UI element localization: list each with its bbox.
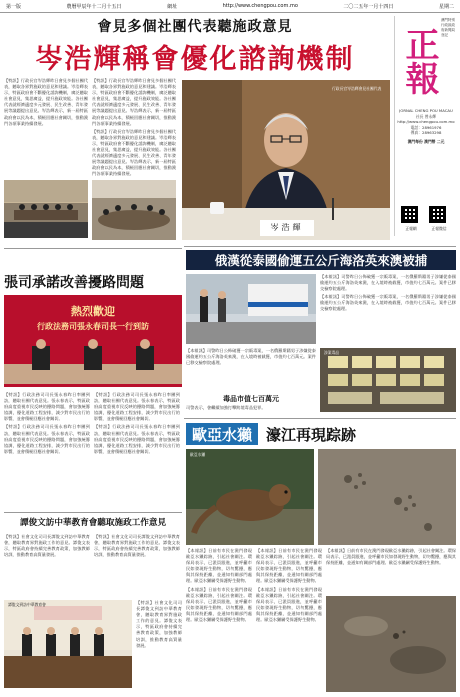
zhang-body-2	[94, 392, 180, 507]
meeting-illustration	[92, 180, 176, 240]
lunar-date: 農曆甲辰年十二月十五日	[66, 3, 122, 10]
education-body-3	[136, 600, 182, 688]
education-body	[4, 534, 90, 598]
smuggle-body	[320, 274, 456, 344]
smuggle-paragraph: 【本報訊】司警昨日公佈破獲一宗販毒案，一名俄羅斯籍男子涉嫌從泰國偷運約五公斤海洛英來澳，在入境時被截獲，市值約七百萬元。案件已移交檢察院處理。	[320, 274, 456, 292]
smuggle-paragraph: 【本報訊】司警昨日公佈破獲一宗販毒案，一名俄羅斯籍男子涉嫌從泰國偷運約五公斤海洛英來澳，在入境時被截獲，市值約七百萬元。案件已移交檢察院處理。	[320, 294, 456, 312]
site-label: 網址	[167, 3, 178, 10]
smuggle-body-2	[186, 348, 316, 390]
otter-photo-caption: 歐亞水獺	[190, 452, 206, 457]
otter-photo	[186, 449, 314, 545]
otter-body-3	[326, 548, 456, 592]
zhang-headline[interactable]: 張司承諾改善擾路問題	[4, 275, 144, 290]
masthead-info-line: http://www.chengpou.com.mo	[397, 119, 455, 124]
masthead	[394, 16, 456, 236]
officials-illustration	[4, 338, 182, 384]
otter-headline-red: 歐亞水獺	[186, 423, 258, 445]
masthead-info-line: 社長 曾永輝	[415, 113, 437, 119]
top-bar	[0, 0, 460, 13]
page-number: 第一版	[6, 3, 22, 10]
otter-paragraph: 【本報訊】日前有市民在澳門發現歐亞水獺踪跡，引起社會關注。環保局表示，已派員跟進，並呼籲市民如發現野生動物，切勿驚擾，應與其保持距離，並通知有關部門處理。歐亞水獺屬受保護野生動物。	[256, 548, 322, 584]
masthead-info	[397, 108, 455, 144]
zhang-paragraph: 【特訊】行政法務司司長張永春昨日率團到訪，聽取社團代表意見。張永春表示，特區政府高度重視市民反映的擾路問題，會加強統籌協調，優化道路工程安排，減少對市民出行的影響，並會積極回應社會關切。	[94, 392, 180, 422]
education-headline[interactable]: 譚俊文訪中華教育會聽取施政工作意見	[19, 518, 167, 528]
masthead-logo: 正報	[399, 27, 439, 95]
masthead-info-line: 電話：28961976	[410, 124, 442, 130]
education-meeting-illustration	[4, 600, 132, 688]
banner-line-2: 行政法務司張永春司長一行到訪	[37, 321, 149, 331]
lead-body	[4, 78, 88, 178]
education-body-2	[94, 534, 180, 598]
qr-label: 正報微信	[431, 226, 447, 231]
lead-headline[interactable]: 岑浩輝稱會優化諮詢機制	[35, 44, 355, 73]
section-divider	[184, 246, 456, 247]
section-divider	[4, 512, 182, 513]
smuggle-value-caption: 毒品市值七百萬元	[223, 394, 279, 403]
otter-illustration	[186, 449, 314, 545]
zhang-photo	[4, 295, 182, 387]
education-paragraph: 【特訊】社會文化司司長譚俊文到訪中華教育會，聽取教育界對施政工作的意見。譚俊文表示，特區政府會持續完善教育政策，加強教師培訓，推動教育高質量發展。	[94, 534, 180, 558]
otter-headline[interactable]	[186, 422, 456, 446]
portrait-illustration	[182, 80, 390, 240]
banner-line-1: 熱烈歡迎	[71, 305, 115, 318]
smuggle-value-paragraph: 司警表示，會繼續加強打擊跨境毒品犯罪。	[186, 405, 266, 410]
masthead-price: 澳門每份 澳門幣 二元	[407, 138, 445, 144]
masthead-info-line: 傳真：28963298	[410, 130, 442, 135]
section-divider	[184, 418, 456, 419]
otter-photo-2	[326, 596, 456, 692]
section-divider	[4, 248, 182, 249]
zhang-paragraph: 【特訊】行政法務司司長張永春昨日率團到訪，聽取社團代表意見。張永春表示，特區政府高度重視市民反映的擾路問題，會加強統籌協調，優化道路工程安排，減少對市民出行的影響，並會積極回應社會關切。	[94, 424, 180, 454]
zhang-paragraph: 【特訊】行政法務司司長張永春昨日率團到訪，聽取社團代表意見。張永春表示，特區政府高度重視市民反映的擾路問題，會加強統籌協調，優化道路工程安排，減少對市民出行的影響，並會積極回應社會關切。	[4, 424, 90, 454]
education-paragraph: 【特訊】社會文化司司長譚俊文到訪中華教育會，聽取教育界對施政工作的意見。譚俊文表示，特區政府會持續完善教育政策，加強教師培訓，推動教育高質量發展。	[136, 600, 182, 648]
lead-paragraph: 【特訊】行政長官岑浩輝昨日會見多個社團代表，聽取各界對施政的意見和建議。岑浩輝表示，特區政府會不斷優化諮詢機制，廣泛聽取社會意見，集思廣益，提升施政效能。各社團代表就經濟適度多元發展、民生改善、青年發展等議題提出意見。岑浩輝表示，新一屆特區政府會以民為本，積極回應社會關切，推動澳門各項事業持續發展。	[4, 78, 88, 126]
smuggle-headline[interactable]: 俄漢從泰國偷運五公斤海洛英來澳被捕	[186, 250, 456, 270]
otter-headline-black: 濠江再現踪跡	[266, 425, 357, 444]
zhang-paragraph: 【特訊】行政法務司司長張永春昨日率團到訪，聽取社團代表意見。張永春表示，特區政府高度重視市民反映的擾路問題，會加強統籌協調，優化道路工程安排，減少對市民出行的影響，並會積極回應社會關切。	[4, 392, 90, 422]
smuggle-photo-1	[186, 274, 316, 344]
riverbank-illustration	[326, 596, 456, 692]
footprints-illustration	[318, 449, 456, 545]
education-photo	[4, 600, 132, 688]
meeting-photo-2	[92, 180, 176, 240]
drug-packages-illustration	[320, 348, 456, 412]
otter-body-2	[256, 548, 322, 692]
smuggle-paragraph: 【本報訊】司警昨日公佈破獲一宗販毒案，一名俄羅斯籍男子涉嫌從泰國偷運約五公斤海洛英來澳，在入境時被截獲，市值約七百萬元。案件已移交檢察院處理。	[186, 348, 316, 366]
meeting-photo	[4, 180, 88, 238]
zhang-body	[4, 392, 90, 507]
masthead-side-text: 澳門特別行政區政府新聞局登記	[441, 18, 455, 37]
qr-code-icon[interactable]	[429, 206, 446, 223]
education-paragraph: 【特訊】社會文化司司長譚俊文到訪中華教育會，聽取教育界對施政工作的意見。譚俊文表示，特區政府會持續完善教育政策，加強教師培訓，推動教育高質量發展。	[4, 534, 90, 558]
police-scene-illustration	[186, 274, 316, 344]
lead-subhead: 會見多個社團代表聽施政意見	[97, 19, 293, 35]
meeting-illustration	[4, 180, 88, 238]
qr-label: 正報網	[405, 226, 417, 231]
weekday: 星期二	[438, 3, 454, 10]
qr-code-icon[interactable]	[401, 206, 418, 223]
education-photo-caption: 譚俊文到訪中華教育會	[8, 602, 46, 607]
smuggle-value-text	[186, 405, 316, 415]
masthead-info-line: JORNAL CHENG POU MACAU	[399, 108, 453, 113]
lead-main-photo	[182, 80, 390, 240]
issue-date: 二〇二五年一月十四日	[343, 3, 394, 10]
nameplate: 岑浩輝	[260, 220, 314, 236]
site-link[interactable]: http://www.chengpou.com.mo	[222, 3, 298, 9]
otter-body	[186, 548, 252, 692]
lead-paragraph: 【特訊】行政長官岑浩輝昨日會見多個社團代表，聽取各界對施政的意見和建議。岑浩輝表示，特區政府會不斷優化諮詢機制，廣泛聽取社會意見，集思廣益，提升施政效能。各社團代表就經濟適度多元發展、民生改善、青年發展等議題提出意見。岑浩輝表示，新一屆特區政府會以民為本，積極回應社會關切，推動澳門各項事業持續發展。	[92, 78, 176, 126]
drugs-photo	[320, 348, 456, 412]
otter-paragraph: 【本報訊】日前有市民在澳門發現歐亞水獺踪跡，引起社會關注。環保局表示，已派員跟進，並呼籲市民如發現野生動物，切勿驚擾，應與其保持距離，並通知有關部門處理。歐亞水獺屬受保護野生動物。	[326, 548, 456, 566]
otter-tracks-photo	[318, 449, 456, 545]
otter-paragraph: 【本報訊】日前有市民在澳門發現歐亞水獺踪跡，引起社會關注。環保局表示，已派員跟進，並呼籲市民如發現野生動物，切勿驚擾，應與其保持距離，並通知有關部門處理。歐亞水獺屬受保護野生動物。	[186, 586, 252, 623]
side-photo-caption: 行政長官岑浩輝會見社團代表	[332, 86, 382, 91]
lead-paragraph: 【特訊】行政長官岑浩輝昨日會見多個社團代表，聽取各界對施政的意見和建議。岑浩輝表示，特區政府會不斷優化諮詢機制，廣泛聽取社會意見，集思廣益，提升施政效能。各社團代表就經濟適度多元發展、民生改善、青年發展等議題提出意見。岑浩輝表示，新一屆特區政府會以民為本，積極回應社會關切，推動澳門各項事業持續發展。	[92, 128, 176, 177]
otter-paragraph: 【本報訊】日前有市民在澳門發現歐亞水獺踪跡，引起社會關注。環保局表示，已派員跟進，並呼籲市民如發現野生動物，切勿驚擾，應與其保持距離，並通知有關部門處理。歐亞水獺屬受保護野生動物。	[256, 586, 322, 623]
otter-paragraph: 【本報訊】日前有市民在澳門發現歐亞水獺踪跡，引起社會關注。環保局表示，已派員跟進，並呼籲市民如發現野生動物，切勿驚擾，應與其保持距離，並通知有關部門處理。歐亞水獺屬受保護野生動物。	[186, 548, 252, 584]
drugs-photo-caption: 涉案毒品	[324, 350, 340, 355]
